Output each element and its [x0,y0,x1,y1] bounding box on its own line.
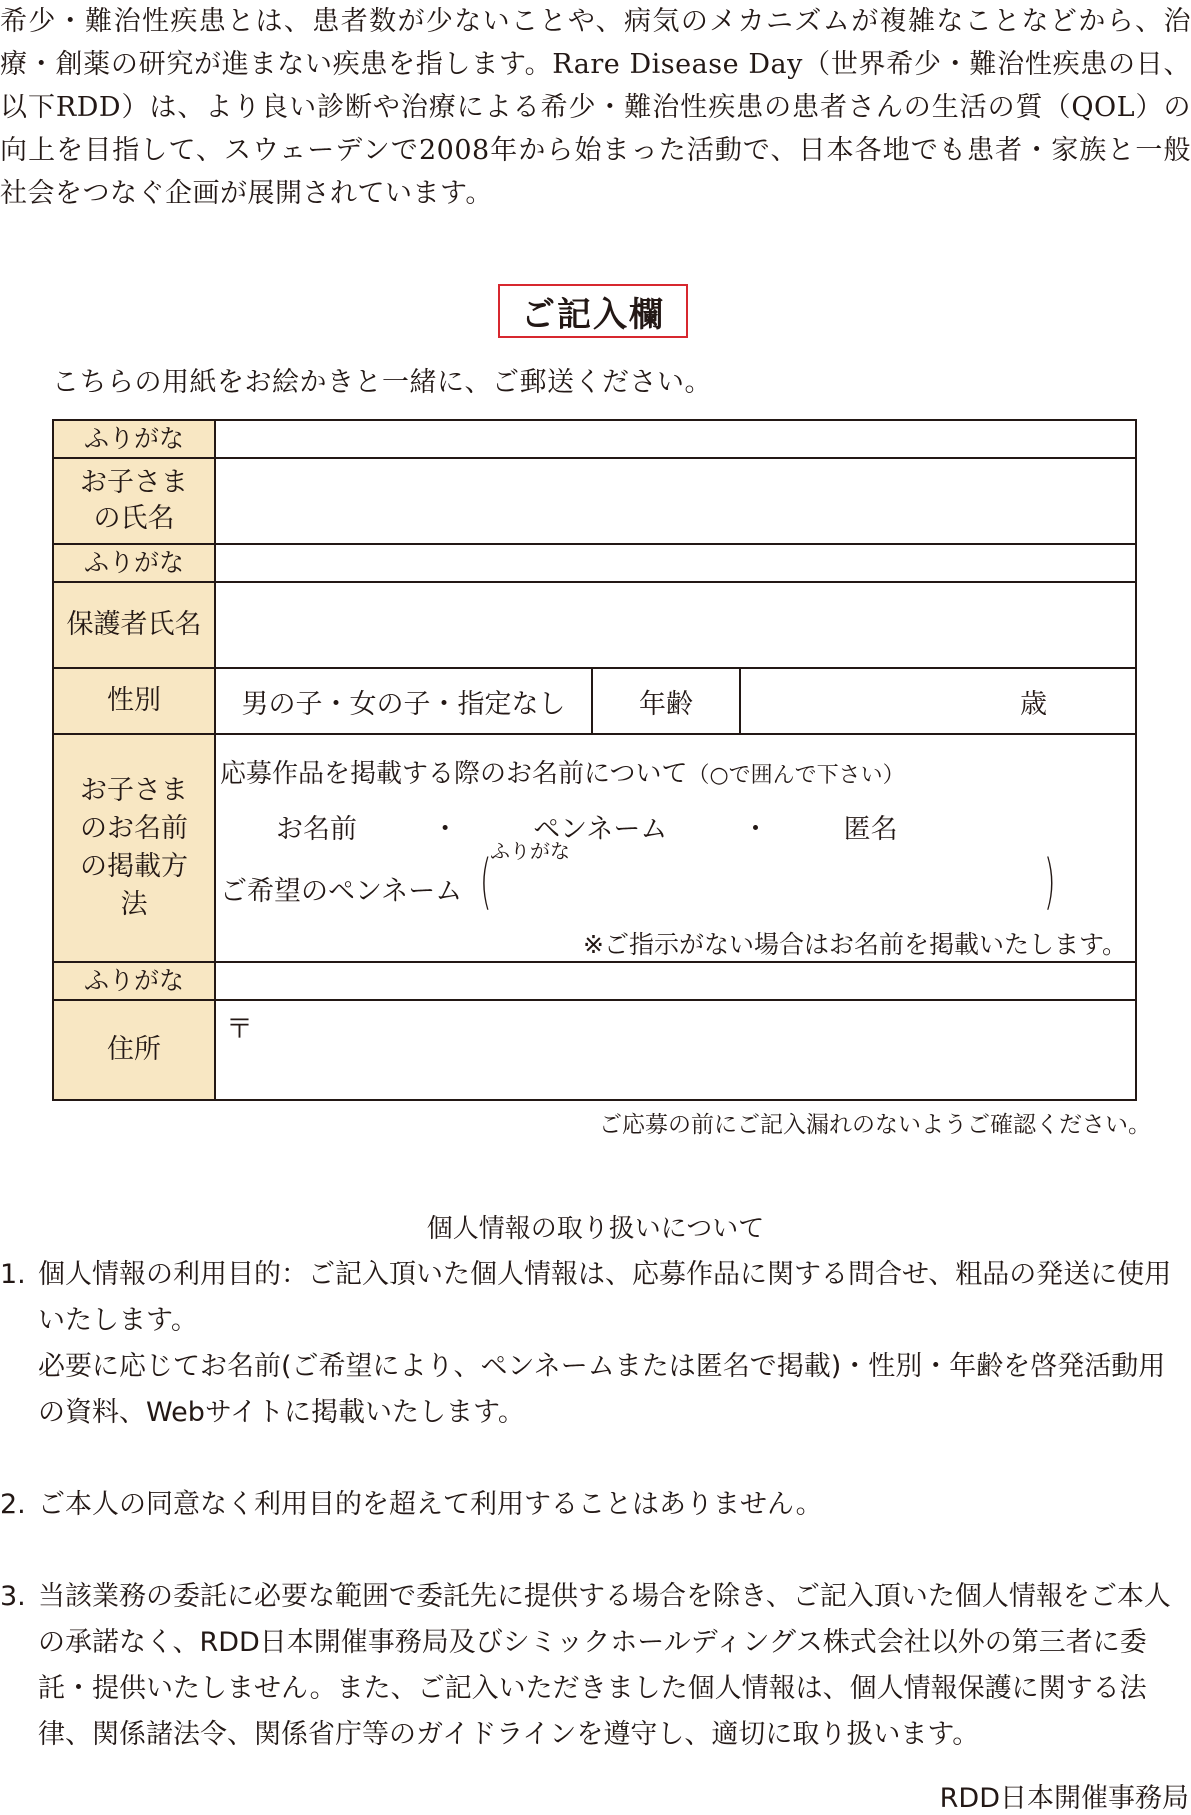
label-age: 年齢 [593,669,741,733]
label-guardian-name: 保護者氏名 [53,582,215,668]
option-penname[interactable]: ペンネーム [533,814,668,845]
penname-paren-close: ) [1043,847,1056,917]
privacy-item [0,1574,1191,1758]
label-publication-text: お子さまのお名前の掲載方法 [80,775,188,920]
intro-paragraph [0,0,1191,215]
privacy-item-text: 当該業務の委託に必要な範囲で委託先に提供する場合を除き、ご記入頂いた個人情報をご本人の承諾なく、RDD日本開催事務局及びシミックホールディングス株式会社以外の第三者に委託・提供いたしません。また、ご記入いただきました個人情報は、個人情報保護に関する法律、関係諸法令、関係省庁等のガイドラインを遵守し、適切に取り扱います。 [38,1581,1171,1750]
option-dot-1: ・ [431,814,459,845]
penname-label: ご希望のペンネーム [220,876,463,907]
privacy-item [0,1482,1191,1528]
field-age[interactable] [741,669,1135,733]
gender-options[interactable]: 男の子・女の子・指定なし [216,669,593,733]
privacy-item-text: 個人情報の利用目的：ご記入頂いた個人情報は、応募作品に関する問合せ、粗品の発送に使用いたします。 [38,1259,1172,1336]
label-gender: 性別 [53,668,215,734]
privacy-item [0,1252,1191,1436]
label-publication-method [53,734,215,962]
publication-options [276,807,934,846]
label-furigana-address: ふりがな [53,962,215,1000]
gender-age-cell [215,668,1136,734]
publication-intro-text: 応募作品を掲載する際のお名前について [220,759,688,789]
postal-mark: 〒 [226,1014,253,1045]
option-anonymous[interactable]: 匿名 [843,814,898,845]
publication-note: ※ご指示がない場合はお名前を掲載いたします。 [583,930,1127,959]
field-child-furigana[interactable] [215,420,1136,458]
signoff: RDD日本開催事務局 [939,1783,1189,1814]
privacy-item-number: 3. [0,1581,26,1612]
option-dot-2: ・ [741,814,769,845]
label-furigana-guardian: ふりがな [53,544,215,582]
label-furigana-child: ふりがな [53,420,215,458]
publication-intro [220,753,905,790]
form-title: ご記入欄 [498,284,688,338]
privacy-title: 個人情報の取り扱いについて [426,1214,765,1244]
label-child-name [53,458,215,544]
privacy-item-text: ご本人の同意なく利用目的を超えて利用することはありません。 [38,1489,823,1520]
penname-paren-open: ( [479,847,492,917]
penname-furigana-label: ふりがな [490,839,570,863]
privacy-item-number: 2. [0,1489,26,1520]
form-subtitle: こちらの用紙をお絵かきと一緒に、ご郵送ください。 [52,367,712,398]
field-address-furigana[interactable] [215,962,1136,1000]
label-child-name-text: お子さまの氏名 [80,467,188,534]
option-real-name[interactable]: お名前 [276,814,357,845]
field-guardian-furigana[interactable] [215,544,1136,582]
age-unit: 歳 [1020,688,1047,720]
field-address[interactable] [215,1000,1136,1100]
confirm-note: ご応募の前にご記入漏れのないようご確認ください。 [599,1112,1151,1138]
intro-text: 希少・難治性疾患とは、患者数が少ないことや、病気のメカニズムが複雑なことなどから、治療・創薬の研究が進まない疾患を指します。Rare Disease Day（世界希少・難治性疾患の日、以下RDD）は、より良い診断や治療による希少・難治性疾患の患者さんの生活の質（QOL）の向上を目指して、スウェーデンで2008年から始まった活動で、日本各地でも患者・家族と一般社会をつなぐ企画が展開されています。 [0,6,1191,209]
publication-intro-note: （○で囲んで下さい） [687,763,905,788]
privacy-list [0,1252,1191,1758]
privacy-item-number: 1. [0,1259,26,1290]
field-child-name[interactable] [215,458,1136,544]
entry-form-table [52,419,1137,1101]
label-address: 住所 [53,1000,215,1100]
publication-cell [215,734,1136,962]
privacy-item-text: 必要に応じてお名前(ご希望により、ペンネームまたは匿名で掲載)・性別・年齢を啓発活動用の資料、Webサイトに掲載いたします。 [38,1351,1166,1428]
field-guardian-name[interactable] [215,582,1136,668]
